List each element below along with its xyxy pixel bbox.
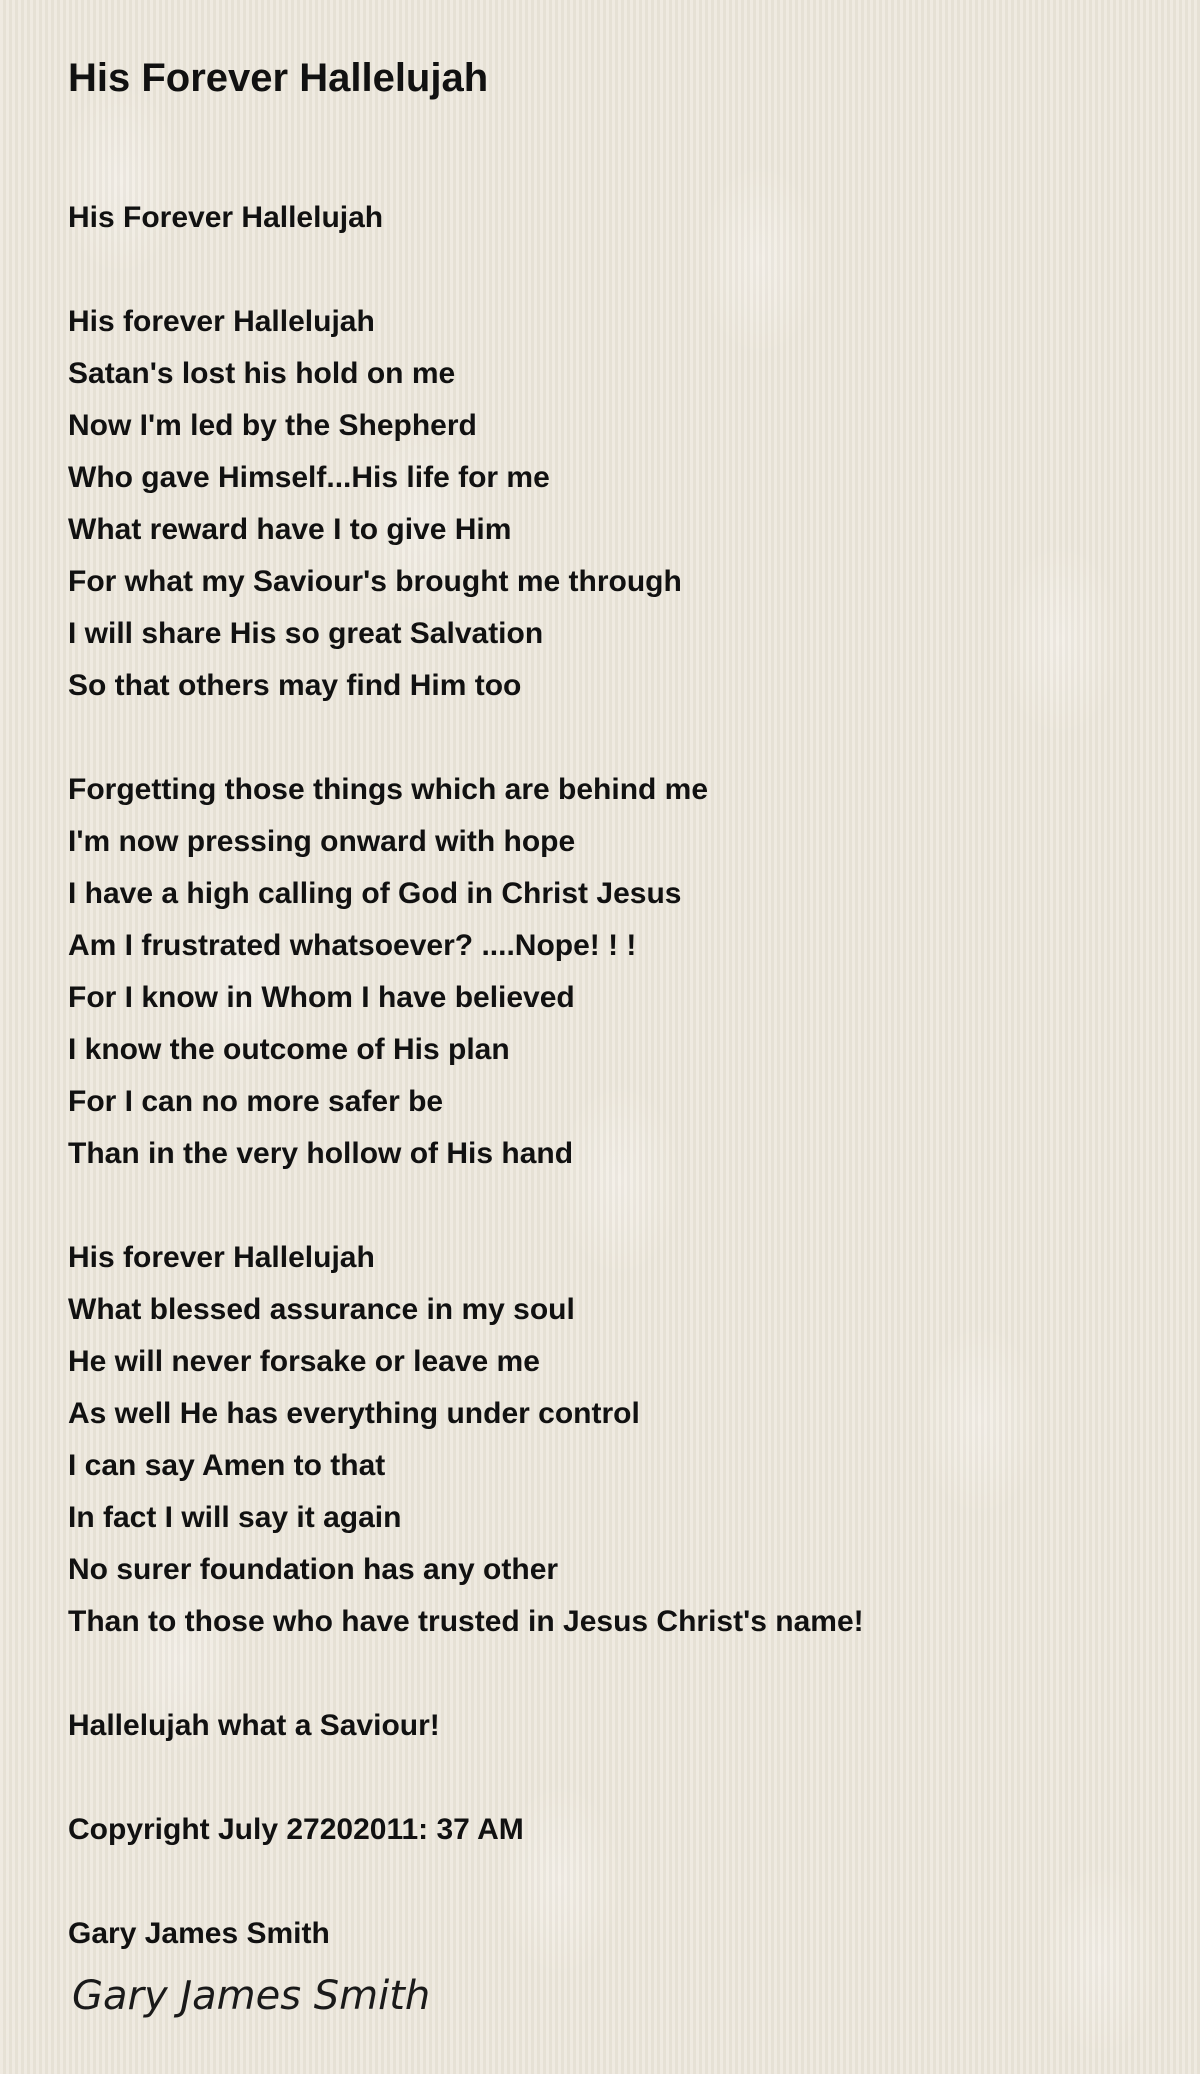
poem-line: Am I frustrated whatsoever? ....Nope! ! !	[68, 929, 637, 962]
poem-line: His forever Hallelujah	[68, 305, 375, 338]
poem-body	[68, 192, 1148, 1960]
poem-line: For I know in Whom I have believed	[68, 981, 575, 1014]
poem-line: Satan's lost his hold on me	[68, 357, 456, 390]
poem-line: Who gave Himself...His life for me	[68, 461, 550, 494]
poem-line: Now I'm led by the Shepherd	[68, 409, 477, 442]
poem-line: Than to those who have trusted in Jesus Christ's name!	[68, 1605, 864, 1638]
poem-page	[68, 48, 1148, 1960]
poem-line: His Forever Hallelujah	[68, 201, 384, 234]
poem-line: He will never forsake or leave me	[68, 1345, 540, 1378]
poem-line	[68, 244, 1148, 296]
poem-line	[68, 1648, 1148, 1700]
poem-line: Hallelujah what a Saviour!	[68, 1709, 440, 1742]
poem-line	[68, 1856, 1148, 1908]
poem-line: I have a high calling of God in Christ Jesus	[68, 877, 682, 910]
author-signature: Gary James Smith	[72, 1973, 431, 2019]
poem-line: Than in the very hollow of His hand	[68, 1137, 574, 1170]
poem-line: As well He has everything under control	[68, 1397, 640, 1430]
poem-line: In fact I will say it again	[68, 1501, 402, 1534]
poem-line	[68, 1180, 1148, 1232]
page-title: His Forever Hallelujah	[68, 56, 489, 100]
poem-line: I know the outcome of His plan	[68, 1033, 510, 1066]
poem-line	[68, 712, 1148, 764]
poem-line: For I can no more safer be	[68, 1085, 444, 1118]
poem-line: His forever Hallelujah	[68, 1241, 375, 1274]
poem-line: What reward have I to give Him	[68, 513, 512, 546]
poem-line: Forgetting those things which are behind me	[68, 773, 709, 806]
poem-line: So that others may find Him too	[68, 669, 522, 702]
poem-line: What blessed assurance in my soul	[68, 1293, 575, 1326]
poem-line	[68, 1752, 1148, 1804]
poem-line: Copyright July 27202011: 37 AM	[68, 1813, 524, 1846]
poem-line: I can say Amen to that	[68, 1449, 386, 1482]
poem-line: I will share His so great Salvation	[68, 617, 544, 650]
poem-line: Gary James Smith	[68, 1917, 330, 1950]
poem-line: No surer foundation has any other	[68, 1553, 559, 1586]
poem-line: For what my Saviour's brought me through	[68, 565, 682, 598]
poem-line: I'm now pressing onward with hope	[68, 825, 576, 858]
